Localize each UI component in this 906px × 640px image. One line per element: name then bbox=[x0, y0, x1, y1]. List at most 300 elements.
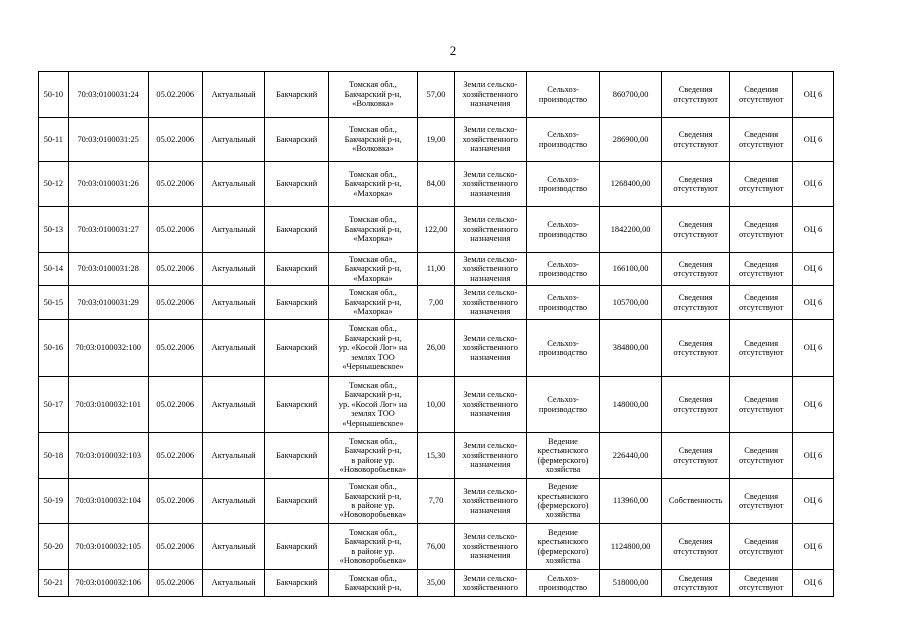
row-number-cell: 50-17 bbox=[39, 377, 69, 433]
permitted-use-cell-line: производство bbox=[538, 348, 588, 357]
cadastral-value-cell: 148000,00 bbox=[600, 377, 661, 433]
cadastral-value-cell: 860700,00 bbox=[600, 72, 661, 118]
address-cell-line: Томская обл., bbox=[349, 324, 397, 334]
address-cell-line: в районе ур. bbox=[351, 501, 395, 510]
cadastral-value-cell: 226440,00 bbox=[600, 433, 661, 479]
rights-cell bbox=[661, 479, 730, 524]
cadastral-value-cell: 166100,00 bbox=[600, 253, 661, 286]
status-cell: Актуальный bbox=[202, 118, 264, 162]
rights-cell-line: Собственность bbox=[668, 496, 723, 506]
encumbrance-cell bbox=[730, 162, 792, 207]
land-category-cell-line: хозяйственного bbox=[462, 583, 518, 592]
area-cell: 57,00 bbox=[418, 72, 455, 118]
address-cell-line: «Махорка» bbox=[353, 234, 393, 244]
status-cell: Актуальный bbox=[202, 377, 264, 433]
date-cell: 05.02.2006 bbox=[148, 320, 202, 377]
encumbrance-cell bbox=[730, 207, 792, 253]
permitted-use-cell-line: Сельхоз- bbox=[547, 85, 579, 95]
address-cell-line: Бакчарский р-н, bbox=[344, 224, 402, 234]
rights-cell-line: отсутствуют bbox=[673, 455, 718, 465]
table-row bbox=[39, 479, 834, 524]
land-category-cell-line: хозяйственного bbox=[462, 496, 518, 506]
address-cell-line: ур. «Косой Лог» на bbox=[338, 399, 408, 409]
status-cell: Актуальный bbox=[202, 479, 264, 524]
land-category-cell bbox=[454, 479, 526, 524]
encumbrance-cell-line: Сведения bbox=[744, 220, 779, 230]
address-cell-line: «Волковка» bbox=[352, 144, 394, 154]
cadastral-number-cell: 70:03:0100032:105 bbox=[68, 524, 148, 570]
land-category-cell-line: хозяйственного bbox=[462, 89, 518, 99]
permitted-use-cell-line: Сельхоз- bbox=[547, 130, 579, 140]
permitted-use-cell-line: Сельхоз- bbox=[547, 220, 579, 230]
land-category-cell bbox=[454, 253, 526, 286]
land-category-cell-line: хозяйственного bbox=[462, 450, 518, 460]
rights-cell bbox=[661, 320, 730, 377]
district-cell: Бакчарский bbox=[265, 286, 329, 320]
rights-cell bbox=[661, 162, 730, 207]
date-cell: 05.02.2006 bbox=[148, 524, 202, 570]
land-category-cell-line: назначения bbox=[470, 234, 511, 244]
land-category-cell-line: хозяйственного bbox=[462, 343, 518, 353]
rights-cell-line: Сведения bbox=[678, 338, 713, 348]
permitted-use-cell bbox=[526, 479, 600, 524]
date-cell: 05.02.2006 bbox=[148, 433, 202, 479]
land-category-cell-line: назначения bbox=[470, 144, 511, 154]
land-category-cell-line: назначения bbox=[470, 188, 511, 198]
land-category-cell bbox=[454, 162, 526, 207]
land-category-cell bbox=[454, 433, 526, 479]
permitted-use-cell-line: хозяйства bbox=[545, 555, 581, 565]
encumbrance-cell-line: Сведения bbox=[744, 259, 779, 269]
cadastral-value-cell: 384800,00 bbox=[600, 320, 661, 377]
land-category-cell bbox=[454, 207, 526, 253]
cadastral-number-cell: 70:03:0100031:29 bbox=[68, 286, 148, 320]
status-cell: Актуальный bbox=[202, 253, 264, 286]
land-category-cell-line: Земли сельско- bbox=[463, 125, 518, 135]
table-row bbox=[39, 207, 834, 253]
address-cell-line: «Нововоробьевка» bbox=[339, 510, 407, 520]
address-cell-line: «Махорка» bbox=[353, 188, 393, 198]
permitted-use-cell-line: Сельхоз- bbox=[547, 174, 579, 184]
land-category-cell-line: Земли сельско- bbox=[463, 573, 518, 583]
area-cell: 7,00 bbox=[418, 286, 455, 320]
land-category-cell bbox=[454, 286, 526, 320]
district-cell: Бакчарский bbox=[265, 570, 329, 597]
row-number-cell: 50-16 bbox=[39, 320, 69, 377]
address-cell bbox=[328, 570, 417, 597]
permitted-use-cell-line: производство bbox=[538, 269, 588, 278]
land-category-cell-line: Земли сельско- bbox=[463, 486, 518, 496]
permitted-use-cell-line: хозяйства bbox=[545, 464, 581, 474]
permitted-use-cell-line: Сельхоз- bbox=[547, 395, 579, 405]
land-category-cell-line: назначения bbox=[470, 551, 511, 561]
encumbrance-cell-line: Сведения bbox=[744, 537, 779, 547]
land-category-cell-line: назначения bbox=[470, 460, 511, 470]
address-cell-line: «Нововоробьевка» bbox=[339, 464, 407, 474]
code-cell: ОЦ 6 bbox=[792, 433, 833, 479]
permitted-use-cell bbox=[526, 162, 600, 207]
status-cell: Актуальный bbox=[202, 162, 264, 207]
address-cell bbox=[328, 72, 417, 118]
land-category-cell-line: Земли сельско- bbox=[463, 532, 518, 542]
permitted-use-cell-line: крестьянского bbox=[537, 537, 589, 547]
district-cell: Бакчарский bbox=[265, 72, 329, 118]
permitted-use-cell bbox=[526, 118, 600, 162]
code-cell: ОЦ 6 bbox=[792, 118, 833, 162]
district-cell: Бакчарский bbox=[265, 253, 329, 286]
address-cell-line: Бакчарский р-н, bbox=[344, 491, 402, 501]
permitted-use-cell bbox=[526, 433, 600, 479]
area-cell: 26,00 bbox=[418, 320, 455, 377]
table-row bbox=[39, 433, 834, 479]
rights-cell bbox=[661, 286, 730, 320]
permitted-use-cell bbox=[526, 286, 600, 320]
land-category-cell bbox=[454, 72, 526, 118]
address-cell-line: землях ТОО bbox=[351, 409, 395, 419]
encumbrance-cell-line: отсутствуют bbox=[738, 501, 784, 510]
encumbrance-cell-line: Сведения bbox=[744, 85, 779, 95]
row-number-cell: 50-13 bbox=[39, 207, 69, 253]
status-cell: Актуальный bbox=[202, 570, 264, 597]
date-cell: 05.02.2006 bbox=[148, 286, 202, 320]
permitted-use-cell bbox=[526, 253, 600, 286]
land-category-cell-line: хозяйственного bbox=[462, 399, 518, 409]
land-category-cell-line: назначения bbox=[470, 273, 511, 283]
address-cell-line: «Нововоробьевка» bbox=[339, 555, 407, 565]
date-cell: 05.02.2006 bbox=[148, 72, 202, 118]
area-cell: 84,00 bbox=[418, 162, 455, 207]
cadastral-number-cell: 70:03:0100032:100 bbox=[68, 320, 148, 377]
land-category-cell-line: назначения bbox=[470, 307, 511, 317]
encumbrance-cell-line: Сведения bbox=[744, 395, 779, 405]
address-cell-line: Томская обл., bbox=[349, 169, 397, 179]
district-cell: Бакчарский bbox=[265, 433, 329, 479]
district-cell: Бакчарский bbox=[265, 479, 329, 524]
district-cell: Бакчарский bbox=[265, 320, 329, 377]
land-category-cell bbox=[454, 377, 526, 433]
row-number-cell: 50-14 bbox=[39, 253, 69, 286]
address-cell bbox=[328, 118, 417, 162]
address-cell-line: Томская обл., bbox=[349, 380, 397, 390]
land-category-cell bbox=[454, 118, 526, 162]
table-row bbox=[39, 320, 834, 377]
rights-cell-line: Сведения bbox=[678, 85, 713, 95]
address-cell-line: Томская обл., bbox=[349, 215, 397, 225]
cadastral-number-cell: 70:03:0100032:101 bbox=[68, 377, 148, 433]
address-cell-line: «Махорка» bbox=[353, 273, 393, 283]
date-cell: 05.02.2006 bbox=[148, 118, 202, 162]
permitted-use-cell-line: производство bbox=[538, 583, 588, 592]
row-number-cell: 50-18 bbox=[39, 433, 69, 479]
date-cell: 05.02.2006 bbox=[148, 479, 202, 524]
row-number-cell: 50-15 bbox=[39, 286, 69, 320]
encumbrance-cell-line: отсутствуют bbox=[738, 302, 784, 312]
cadastral-number-cell: 70:03:0100031:27 bbox=[68, 207, 148, 253]
encumbrance-cell-line: Сведения bbox=[744, 293, 779, 303]
address-cell bbox=[328, 524, 417, 570]
address-cell bbox=[328, 253, 417, 286]
rights-cell-line: Сведения bbox=[678, 446, 713, 456]
cadastral-value-cell: 1842200,00 bbox=[600, 207, 661, 253]
encumbrance-cell-line: отсутствуют bbox=[738, 583, 784, 592]
code-cell: ОЦ 6 bbox=[792, 286, 833, 320]
address-cell-line: «Чернышевское» bbox=[342, 418, 404, 428]
land-category-cell-line: назначения bbox=[470, 409, 511, 419]
encumbrance-cell-line: отсутствуют bbox=[738, 269, 784, 278]
table-row bbox=[39, 286, 834, 320]
rights-cell-line: отсутствуют bbox=[673, 348, 718, 357]
rights-cell bbox=[661, 524, 730, 570]
address-cell-line: Бакчарский р-н, bbox=[344, 297, 402, 307]
table-row bbox=[39, 377, 834, 433]
address-cell bbox=[328, 479, 417, 524]
permitted-use-cell-line: хозяйства bbox=[545, 510, 581, 520]
encumbrance-cell-line: отсутствуют bbox=[738, 455, 784, 465]
address-cell-line: Бакчарский р-н, bbox=[344, 179, 402, 189]
permitted-use-cell-line: Сельхоз- bbox=[547, 573, 579, 583]
encumbrance-cell-line: отсутствуют bbox=[738, 229, 784, 239]
cadastral-number-cell: 70:03:0100032:103 bbox=[68, 433, 148, 479]
area-cell: 19,00 bbox=[418, 118, 455, 162]
rights-cell-line: Сведения bbox=[678, 174, 713, 184]
address-cell-line: в районе ур. bbox=[351, 546, 395, 556]
code-cell: ОЦ 6 bbox=[792, 253, 833, 286]
row-number-cell: 50-20 bbox=[39, 524, 69, 570]
address-cell bbox=[328, 207, 417, 253]
permitted-use-cell-line: Ведение bbox=[548, 436, 578, 446]
encumbrance-cell bbox=[730, 286, 792, 320]
cadastral-number-cell: 70:03:0100031:24 bbox=[68, 72, 148, 118]
cadastral-number-cell: 70:03:0100032:104 bbox=[68, 479, 148, 524]
status-cell: Актуальный bbox=[202, 433, 264, 479]
area-cell: 7,70 bbox=[418, 479, 455, 524]
rights-cell-line: Сведения bbox=[678, 293, 713, 303]
permitted-use-cell-line: Сельхоз- bbox=[547, 338, 579, 348]
rights-cell-line: отсутствуют bbox=[673, 139, 718, 149]
address-cell-line: Томская обл., bbox=[349, 527, 397, 537]
address-cell bbox=[328, 433, 417, 479]
rights-cell-line: отсутствуют bbox=[673, 229, 718, 239]
permitted-use-cell-line: Сельхоз- bbox=[547, 293, 579, 303]
rights-cell-line: Сведения bbox=[678, 130, 713, 140]
status-cell: Актуальный bbox=[202, 320, 264, 377]
address-cell-line: землях ТОО bbox=[351, 352, 395, 362]
table-row bbox=[39, 118, 834, 162]
code-cell: ОЦ 6 bbox=[792, 479, 833, 524]
permitted-use-cell-line: производство bbox=[538, 139, 588, 149]
code-cell: ОЦ 6 bbox=[792, 162, 833, 207]
code-cell: ОЦ 6 bbox=[792, 524, 833, 570]
row-number-cell: 50-12 bbox=[39, 162, 69, 207]
encumbrance-cell bbox=[730, 320, 792, 377]
address-cell bbox=[328, 162, 417, 207]
encumbrance-cell-line: Сведения bbox=[744, 338, 779, 348]
table-row bbox=[39, 162, 834, 207]
address-cell-line: в районе ур. bbox=[351, 455, 395, 465]
status-cell: Актуальный bbox=[202, 286, 264, 320]
cadastral-value-cell: 1124800,00 bbox=[600, 524, 661, 570]
address-cell-line: Бакчарский р-н, bbox=[344, 333, 402, 343]
permitted-use-cell-line: Ведение bbox=[548, 527, 578, 537]
permitted-use-cell bbox=[526, 377, 600, 433]
date-cell: 05.02.2006 bbox=[148, 162, 202, 207]
cadastral-value-cell: 113960,00 bbox=[600, 479, 661, 524]
code-cell: ОЦ 6 bbox=[792, 72, 833, 118]
encumbrance-cell bbox=[730, 253, 792, 286]
land-category-cell-line: назначения bbox=[470, 352, 511, 362]
rights-cell-line: отсутствуют bbox=[673, 404, 718, 414]
row-number-cell: 50-21 bbox=[39, 570, 69, 597]
table-row bbox=[39, 524, 834, 570]
address-cell-line: «Волковка» bbox=[352, 99, 394, 109]
permitted-use-cell-line: производство bbox=[538, 404, 588, 414]
row-number-cell: 50-11 bbox=[39, 118, 69, 162]
rights-cell bbox=[661, 570, 730, 597]
rights-cell-line: отсутствуют bbox=[673, 583, 718, 592]
land-category-cell-line: Земли сельско- bbox=[463, 215, 518, 225]
land-category-cell-line: хозяйственного bbox=[462, 264, 518, 274]
area-cell: 10,00 bbox=[418, 377, 455, 433]
permitted-use-cell-line: производство bbox=[538, 302, 588, 312]
land-category-cell-line: Земли сельско- bbox=[463, 169, 518, 179]
rights-cell-line: Сведения bbox=[678, 220, 713, 230]
land-category-cell bbox=[454, 320, 526, 377]
encumbrance-cell-line: отсутствуют bbox=[738, 348, 784, 357]
row-number-cell: 50-10 bbox=[39, 72, 69, 118]
land-category-cell-line: Земли сельско- bbox=[463, 333, 518, 343]
rights-cell-line: отсутствуют bbox=[673, 269, 718, 278]
land-category-cell-line: Земли сельско- bbox=[463, 288, 518, 298]
address-cell-line: Томская обл., bbox=[349, 436, 397, 446]
rights-cell bbox=[661, 207, 730, 253]
permitted-use-cell-line: (фермерского) bbox=[537, 546, 589, 556]
encumbrance-cell-line: Сведения bbox=[744, 491, 779, 501]
cadastral-value-cell: 1268400,00 bbox=[600, 162, 661, 207]
land-category-cell-line: хозяйственного bbox=[462, 541, 518, 551]
permitted-use-cell-line: крестьянского bbox=[537, 491, 589, 501]
address-cell-line: Томская обл., bbox=[349, 482, 397, 492]
rights-cell-line: отсутствуют bbox=[673, 546, 718, 556]
land-category-cell-line: хозяйственного bbox=[462, 297, 518, 307]
rights-cell bbox=[661, 118, 730, 162]
rights-cell bbox=[661, 433, 730, 479]
area-cell: 35,00 bbox=[418, 570, 455, 597]
table-row bbox=[39, 72, 834, 118]
status-cell: Актуальный bbox=[202, 524, 264, 570]
rights-cell bbox=[661, 253, 730, 286]
address-cell-line: ур. «Косой Лог» на bbox=[338, 343, 408, 353]
cadastral-number-cell: 70:03:0100031:26 bbox=[68, 162, 148, 207]
code-cell: ОЦ 6 bbox=[792, 320, 833, 377]
district-cell: Бакчарский bbox=[265, 377, 329, 433]
encumbrance-cell-line: Сведения bbox=[744, 130, 779, 140]
code-cell: ОЦ 6 bbox=[792, 207, 833, 253]
encumbrance-cell bbox=[730, 72, 792, 118]
address-cell bbox=[328, 320, 417, 377]
table-row bbox=[39, 570, 834, 597]
address-cell-line: Томская обл., bbox=[349, 125, 397, 135]
land-category-cell bbox=[454, 570, 526, 597]
permitted-use-cell-line: производство bbox=[538, 229, 588, 239]
address-cell-line: Томская обл., bbox=[349, 573, 397, 583]
encumbrance-cell-line: Сведения bbox=[744, 573, 779, 583]
date-cell: 05.02.2006 bbox=[148, 253, 202, 286]
land-category-cell-line: Земли сельско- bbox=[463, 441, 518, 451]
rights-cell-line: Сведения bbox=[678, 573, 713, 583]
rights-cell bbox=[661, 377, 730, 433]
date-cell: 05.02.2006 bbox=[148, 570, 202, 597]
status-cell: Актуальный bbox=[202, 207, 264, 253]
district-cell: Бакчарский bbox=[265, 162, 329, 207]
land-category-cell-line: Земли сельско- bbox=[463, 80, 518, 90]
encumbrance-cell bbox=[730, 570, 792, 597]
permitted-use-cell-line: производство bbox=[538, 184, 588, 193]
address-cell-line: Бакчарский р-н, bbox=[344, 134, 402, 144]
cadastral-value-cell: 286900,00 bbox=[600, 118, 661, 162]
page-number: 2 bbox=[449, 43, 457, 58]
encumbrance-cell-line: отсутствуют bbox=[738, 94, 784, 104]
permitted-use-cell-line: (фермерского) bbox=[537, 455, 589, 465]
date-cell: 05.02.2006 bbox=[148, 377, 202, 433]
address-cell-line: Бакчарский р-н, bbox=[344, 446, 402, 456]
district-cell: Бакчарский bbox=[265, 524, 329, 570]
district-cell: Бакчарский bbox=[265, 207, 329, 253]
area-cell: 76,00 bbox=[418, 524, 455, 570]
permitted-use-cell bbox=[526, 207, 600, 253]
encumbrance-cell-line: Сведения bbox=[744, 446, 779, 456]
rights-cell-line: отсутствуют bbox=[673, 94, 718, 104]
row-number-cell: 50-19 bbox=[39, 479, 69, 524]
encumbrance-cell-line: Сведения bbox=[744, 174, 779, 184]
cadastral-number-cell: 70:03:0100032:106 bbox=[68, 570, 148, 597]
land-category-cell-line: хозяйственного bbox=[462, 224, 518, 234]
land-category-cell bbox=[454, 524, 526, 570]
address-cell-line: Томская обл., bbox=[349, 254, 397, 264]
cadastral-value-cell: 518000,00 bbox=[600, 570, 661, 597]
rights-cell-line: отсутствуют bbox=[673, 302, 718, 312]
rights-cell bbox=[661, 72, 730, 118]
permitted-use-cell bbox=[526, 524, 600, 570]
rights-cell-line: Сведения bbox=[678, 259, 713, 269]
permitted-use-cell bbox=[526, 320, 600, 377]
address-cell-line: «Чернышевское» bbox=[342, 362, 404, 372]
permitted-use-cell-line: крестьянского bbox=[537, 446, 589, 456]
address-cell-line: Бакчарский р-н, bbox=[344, 89, 402, 99]
address-cell-line: Томская обл., bbox=[349, 288, 397, 298]
land-category-cell-line: Земли сельско- bbox=[463, 254, 518, 264]
land-category-cell-line: назначения bbox=[470, 99, 511, 109]
rights-cell-line: отсутствуют bbox=[673, 184, 718, 193]
permitted-use-cell-line: Ведение bbox=[548, 482, 578, 492]
address-cell-line: Бакчарский р-н, bbox=[344, 583, 402, 592]
address-cell-line: Бакчарский р-н, bbox=[344, 537, 402, 547]
land-category-cell-line: хозяйственного bbox=[462, 134, 518, 144]
cadastral-value-cell: 105700,00 bbox=[600, 286, 661, 320]
land-category-cell-line: назначения bbox=[470, 505, 511, 515]
address-cell bbox=[328, 377, 417, 433]
address-cell bbox=[328, 286, 417, 320]
encumbrance-cell-line: отсутствуют bbox=[738, 139, 784, 149]
rights-cell-line: Сведения bbox=[678, 395, 713, 405]
date-cell: 05.02.2006 bbox=[148, 207, 202, 253]
area-cell: 15,30 bbox=[418, 433, 455, 479]
address-cell-line: Бакчарский р-н, bbox=[344, 264, 402, 274]
table-row bbox=[39, 253, 834, 286]
permitted-use-cell-line: (фермерского) bbox=[537, 501, 589, 510]
address-cell-line: Бакчарский р-н, bbox=[344, 390, 402, 400]
rights-cell-line: Сведения bbox=[678, 537, 713, 547]
cadastral-number-cell: 70:03:0100031:25 bbox=[68, 118, 148, 162]
